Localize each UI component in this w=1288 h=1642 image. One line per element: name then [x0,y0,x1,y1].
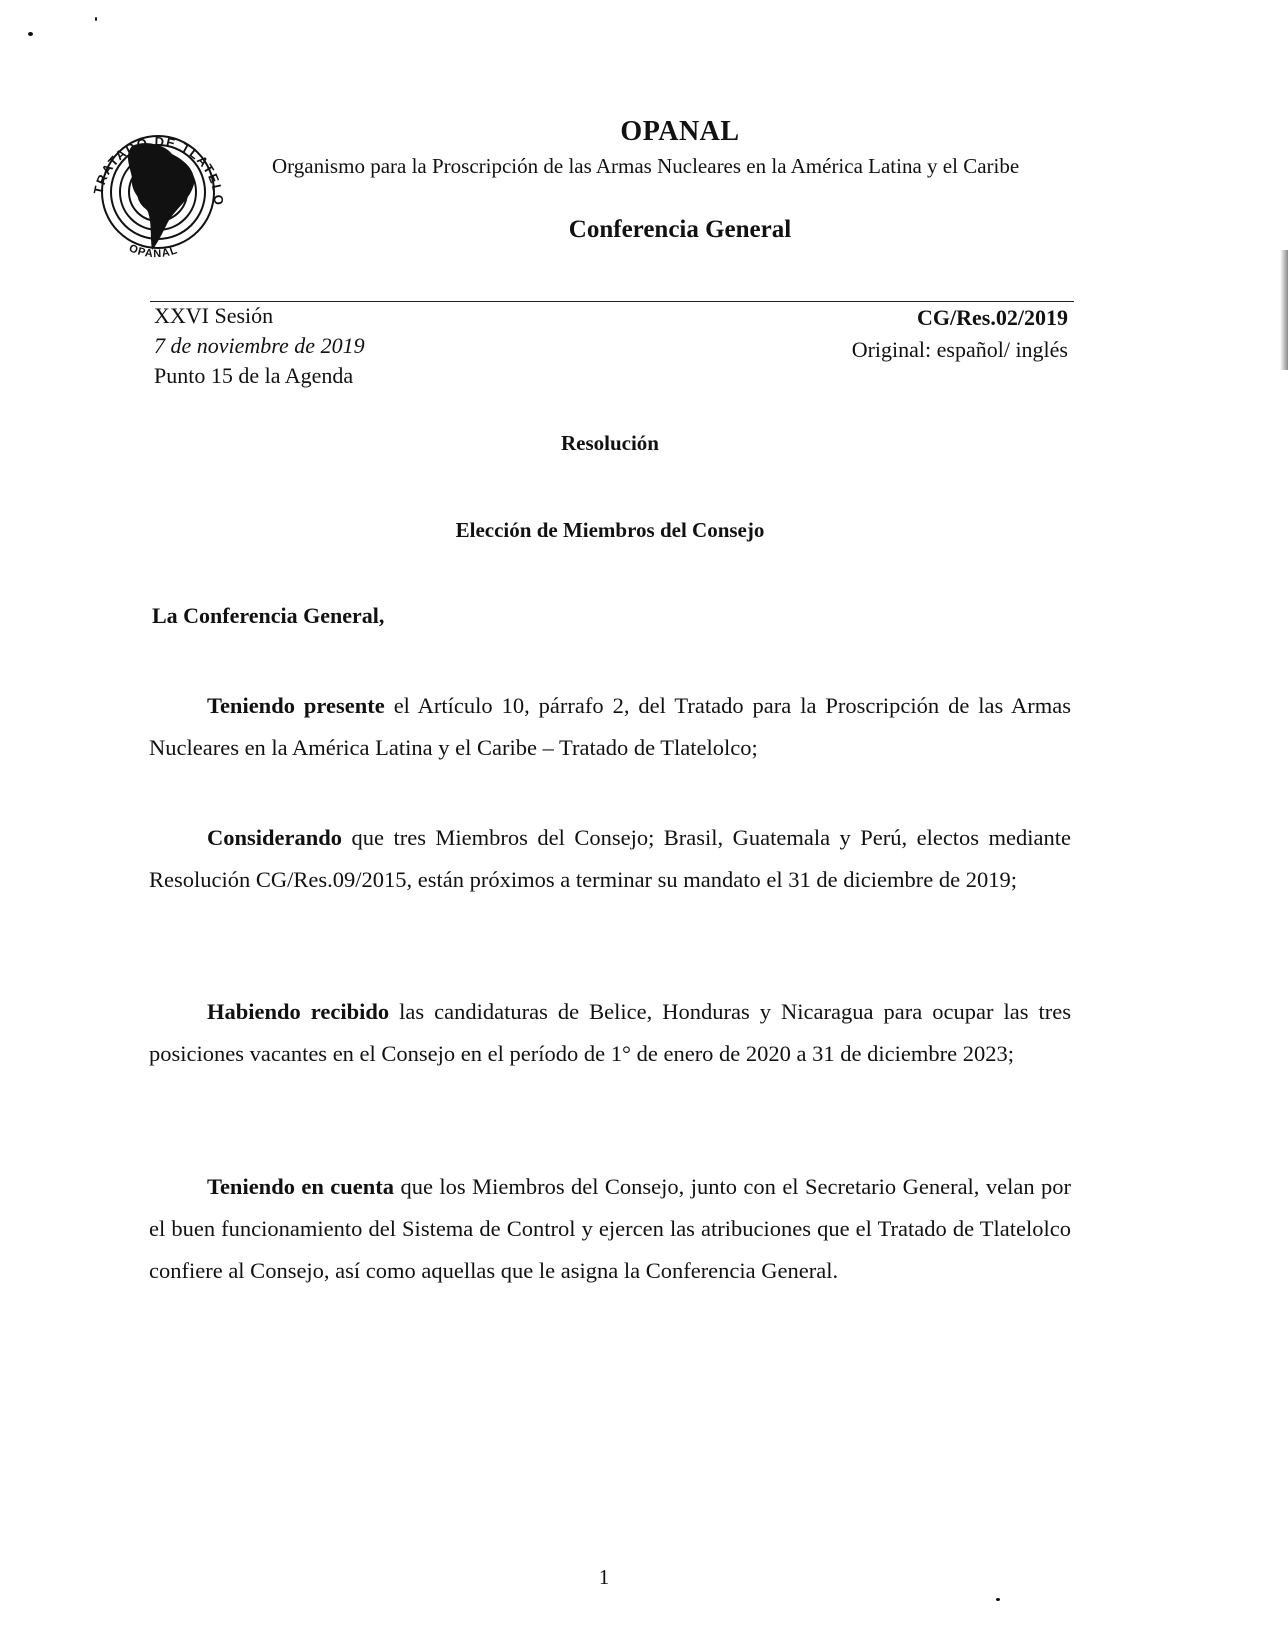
paragraph-text: las candidaturas de Belice, Honduras y Nicaragua para ocupar las tres posiciones vacantes en el Consejo en el período de 1° de enero de 2020 a 31 de diciembre 2023; [149,999,1071,1066]
paragraph-1 [149,685,1071,769]
logo-ring-text: TRATADO DE TLATELO [90,133,227,207]
paragraph-lead: Habiendo recibido [207,999,390,1024]
body-name: Conferencia General [568,216,792,243]
session-label: XXVI Sesión [154,303,274,328]
header-rule [150,301,1074,302]
scan-edge-shadow [1280,250,1288,370]
org-name: OPANAL [620,116,740,147]
doc-symbol: CG/Res.02/2019 [917,305,1068,330]
agenda-item: Punto 15 de la Agenda [154,363,354,388]
paragraph-2 [149,817,1071,901]
paragraph-4 [149,1166,1071,1292]
paragraph-lead: Teniendo en cuenta [207,1174,395,1199]
preamble-heading: La Conferencia General, [152,603,385,628]
scan-speck [28,32,33,36]
scan-speck [95,17,97,21]
document-subject: Elección de Miembros del Consejo [455,518,765,542]
session-date: 7 de noviembre de 2019 [154,333,365,358]
scan-speck [996,1598,1000,1601]
paragraph-lead: Considerando [207,825,343,850]
paragraph-lead: Teniendo presente [207,693,385,718]
document-type: Resolución [560,431,659,455]
paragraph-3 [149,991,1071,1075]
paragraph-text: que los Miembros del Consejo, junto con el Secretario General, velan por el buen funcionamiento del Sistema de Control y ejercen las atribuciones que el Tratado de Tlatelolco confiere al Consejo, así como aquellas que le asigna la Conferencia General. [149,1174,1071,1283]
org-full-name: Organismo para la Proscripción de las Armas Nucleares en la América Latina y el Caribe [272,154,1020,178]
original-language: Original: español/ inglés [851,337,1068,362]
page-number: 1 [598,1565,610,1589]
logo-bottom-text: OPANAL [127,242,180,261]
paragraph-text: que tres Miembros del Consejo; Brasil, Guatemala y Perú, electos mediante Resolución CG/Res.09/2015, están próximos a terminar su mandato el 31 de diciembre de 2019; [149,825,1071,892]
paragraph-text: el Artículo 10, párrafo 2, del Tratado para la Proscripción de las Armas Nucleares en la América Latina y el Caribe – Tratado de Tlatelolco; [149,693,1071,760]
